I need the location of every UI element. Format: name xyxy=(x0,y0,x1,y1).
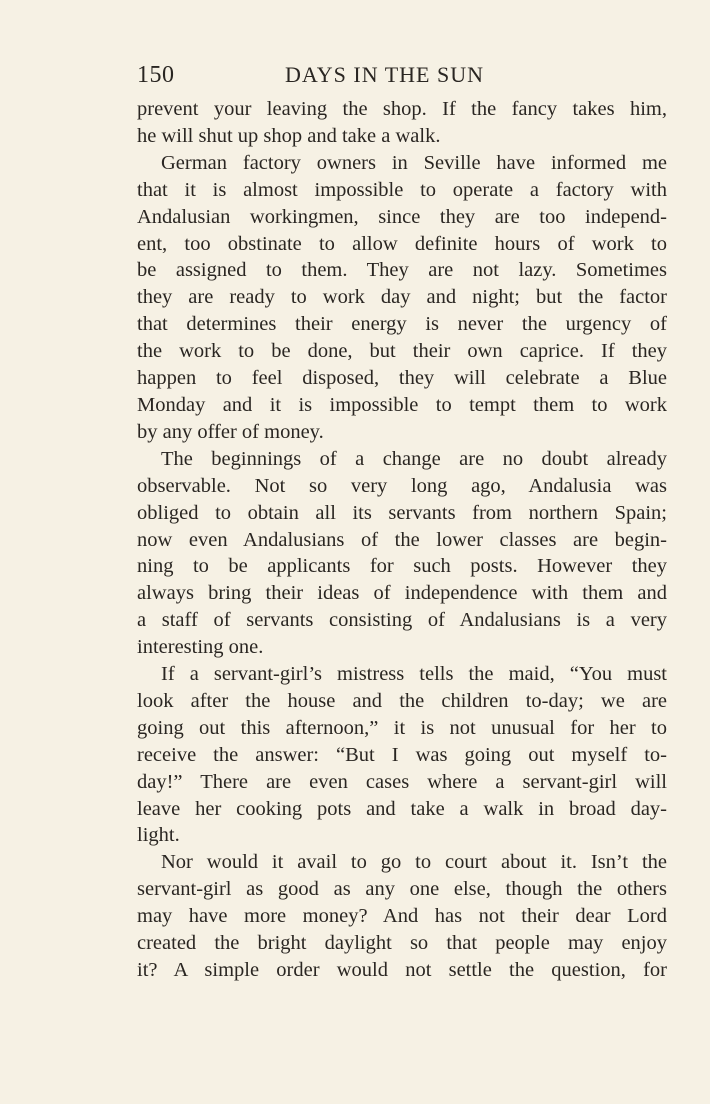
text-line: receive the answer: “But I was going out myself to- xyxy=(137,743,667,766)
paragraph-5 xyxy=(137,849,667,984)
text-line: Nor would it avail to go to court about it. Isn’t the xyxy=(161,851,667,874)
text-line: by any offer of money. xyxy=(137,420,324,443)
text-line: The beginnings of a change are no doubt already xyxy=(161,447,667,470)
text-line: now even Andalusians of the lower classes are begin- xyxy=(137,528,667,551)
text-line: ent, too obstinate to allow definite hours of work to xyxy=(137,232,667,255)
page-number: 150 xyxy=(137,62,175,88)
paragraph-3 xyxy=(137,446,667,661)
text-line: they are ready to work day and night; but the factor xyxy=(137,286,667,309)
text-line: observable. Not so very long ago, Andalusia was xyxy=(137,474,667,497)
text-line: that determines their energy is never the urgency of xyxy=(137,313,667,336)
text-line: light. xyxy=(137,824,180,847)
text-line: may have more money? And has not their dear Lord xyxy=(137,905,667,928)
paragraph-1 xyxy=(137,96,667,150)
paragraph-2 xyxy=(137,150,667,446)
text-line: interesting one. xyxy=(137,636,264,659)
page-header xyxy=(137,62,667,92)
running-head: DAYS IN THE SUN xyxy=(285,62,484,87)
body-text xyxy=(137,96,667,984)
text-line: obliged to obtain all its servants from northern Spain; xyxy=(137,501,667,524)
text-line: created the bright daylight so that people may enjoy xyxy=(137,932,667,955)
text-line: servant-girl as good as any one else, though the others xyxy=(137,878,667,901)
text-line: Monday and it is impossible to tempt them to work xyxy=(137,393,667,416)
text-line: be assigned to them. They are not lazy. Sometimes xyxy=(137,259,667,282)
text-line: ning to be applicants for such posts. However they xyxy=(137,555,667,578)
text-line: going out this afternoon,” it is not unusual for her to xyxy=(137,716,667,739)
text-line: that it is almost impossible to operate a factory with xyxy=(137,178,667,201)
text-line: happen to feel disposed, they will celebrate a Blue xyxy=(137,367,667,390)
text-line: Andalusian workingmen, since they are too independ- xyxy=(137,205,667,228)
text-line: a staff of servants consisting of Andalusians is a very xyxy=(137,609,667,632)
text-line: look after the house and the children to-day; we are xyxy=(137,689,667,712)
text-line: leave her cooking pots and take a walk in broad day- xyxy=(137,797,667,820)
text-line: he will shut up shop and take a walk. xyxy=(137,124,441,147)
text-line: prevent your leaving the shop. If the fancy takes him, xyxy=(137,98,667,120)
text-line: the work to be done, but their own caprice. If they xyxy=(137,340,667,363)
text-line: If a servant-girl’s mistress tells the maid, “You must xyxy=(161,663,667,686)
text-line: always bring their ideas of independence with them and xyxy=(137,582,667,605)
text-line: day!” There are even cases where a servant-girl will xyxy=(137,770,667,793)
text-line: German factory owners in Seville have informed me xyxy=(161,151,667,174)
text-line: it? A simple order would not settle the question, for xyxy=(137,959,667,981)
paragraph-4 xyxy=(137,661,667,849)
